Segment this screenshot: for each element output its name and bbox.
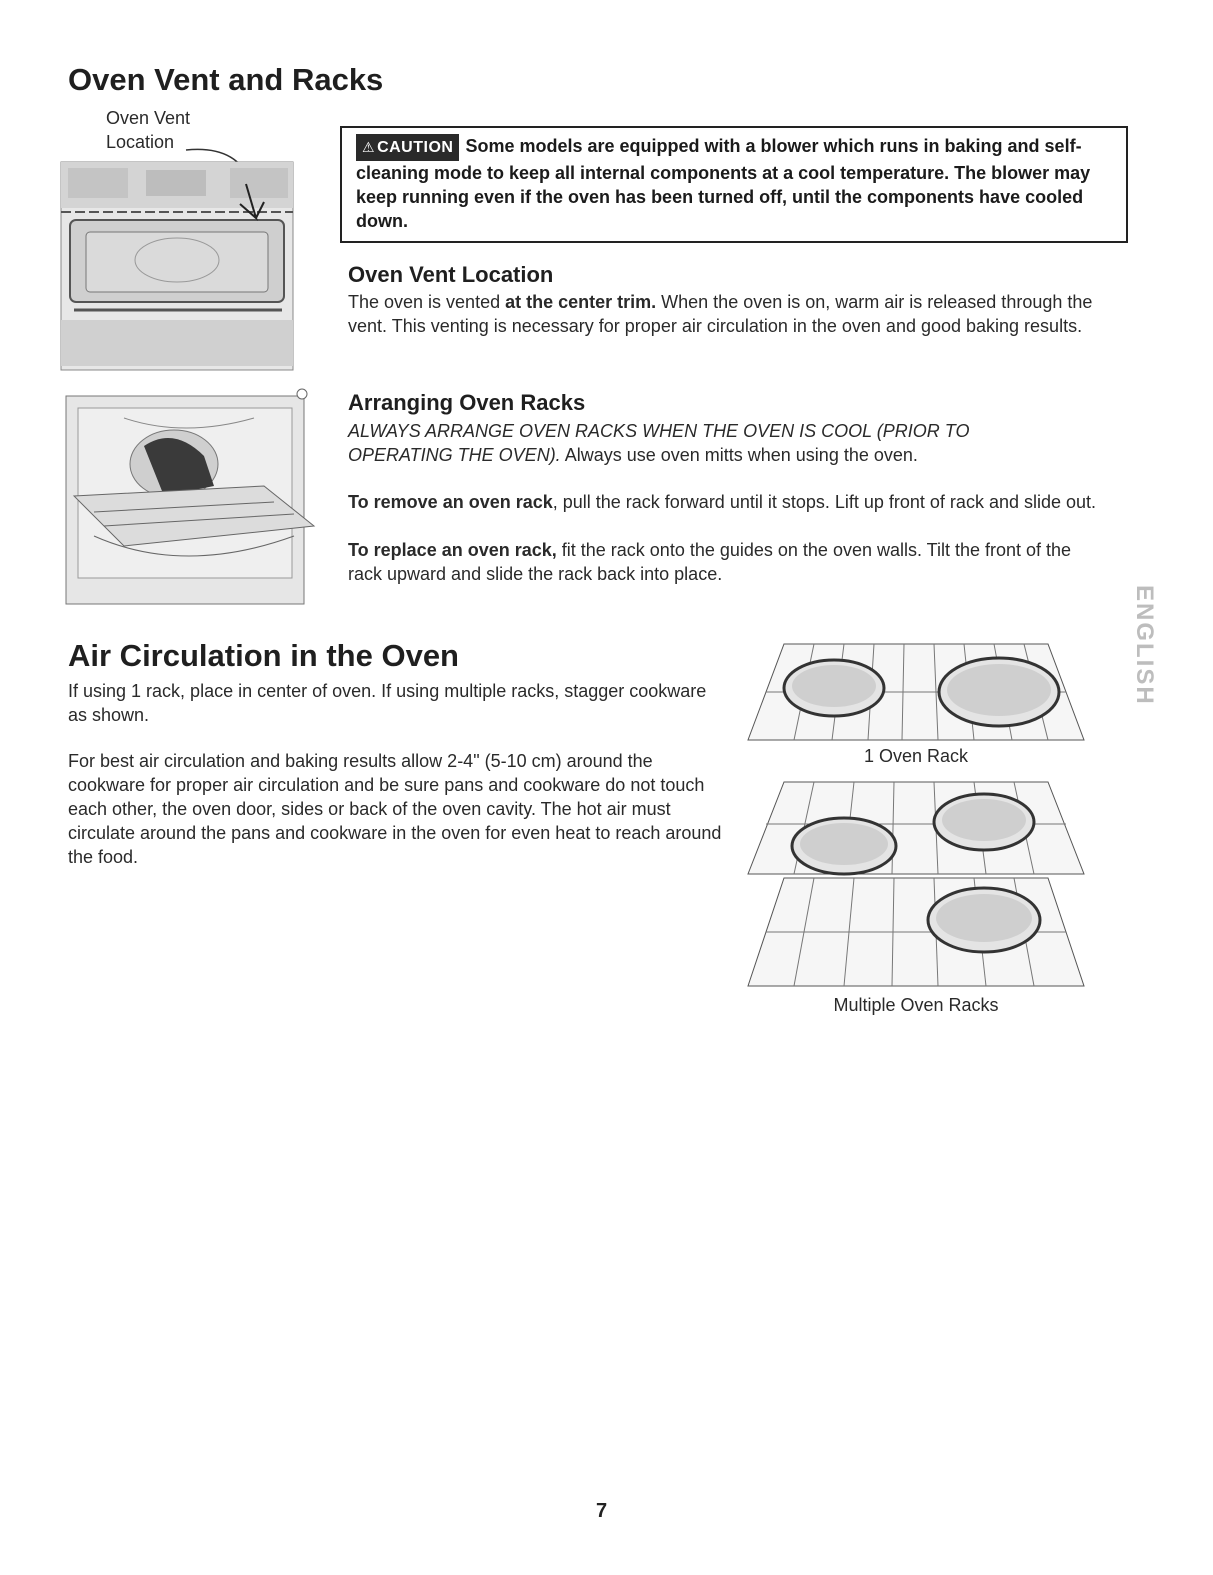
- section-title-air-circulation: Air Circulation in the Oven: [68, 638, 459, 673]
- figure-label-line2: Location: [106, 132, 175, 152]
- air-circulation-para2: For best air circulation and baking results allow 2-4" (5-10 cm) around the cookware for proper air circulation and be sure pans and cookware do not touch each other, the oven door, sides or back of the oven cavity. The hot air must circulate around the pans and cookware in the oven for even heat to reach around the food.: [68, 751, 722, 867]
- one-rack-illustration: [744, 640, 1088, 746]
- remove-rack-paragraph: To remove an oven rack, pull the rack forward until it stops. Lift up front of rack and slide out.: [348, 492, 1097, 512]
- caution-box: [340, 126, 1128, 243]
- caption-multiple-racks: Multiple Oven Racks: [833, 995, 999, 1015]
- racks-paragraph: ALWAYS ARRANGE OVEN RACKS WHEN THE OVEN IS COOL (PRIOR TO OPERATING THE OVEN). Always use oven mitts when using the oven.: [348, 421, 970, 465]
- caution-text: Some models are equipped with a blower which runs in baking and self-cleaning mode to keep all internal components at a cool temperature. The blower may keep running even if the oven has been turned off, until the components have cooled down.: [356, 136, 1091, 231]
- language-side-tab: ENGLISH: [1131, 585, 1158, 706]
- racks-heading: Arranging Oven Racks: [348, 390, 586, 415]
- oven-front-illustration: [60, 140, 296, 372]
- figure-label-line1: Oven Vent: [106, 108, 191, 128]
- replace-rack-paragraph: To replace an oven rack, fit the rack onto the guides on the oven walls. Tilt the front of the rack upward and slide the rack back into place.: [348, 540, 1072, 584]
- section-title-vent-racks: Oven Vent and Racks: [68, 62, 384, 97]
- caution-badge: ⚠ CAUTION: [356, 134, 459, 161]
- air-circulation-para1: If using 1 rack, place in center of oven. If using multiple racks, stagger cookware as shown.: [68, 681, 707, 725]
- warning-triangle-icon: ⚠: [362, 139, 376, 155]
- vent-heading: Oven Vent Location: [348, 262, 554, 287]
- multiple-racks-illustration: [744, 778, 1088, 992]
- page-number: 7: [596, 1500, 608, 1522]
- vent-paragraph: The oven is vented at the center trim. When the oven is on, warm air is released through the vent. This venting is necessary for proper air circulation in the oven and good baking results.: [348, 292, 1093, 336]
- oven-interior-illustration: [64, 386, 322, 608]
- caption-one-rack: 1 Oven Rack: [863, 746, 969, 766]
